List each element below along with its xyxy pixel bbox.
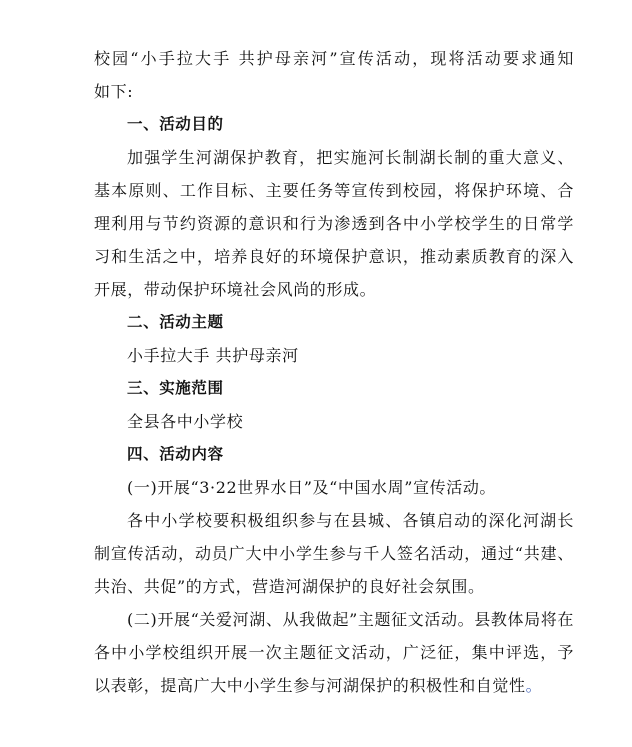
intro-line-1: 校园“小手拉大手 共护母亲河”宣传活动，现将活动要求通知 — [94, 49, 574, 68]
section-4-item-2-end-mark: 。 — [525, 676, 543, 695]
section-4-item-1-title: (一)开展“3·22世界水日”及“中国水周”宣传活动。 — [127, 478, 497, 497]
section-2-heading: 二、活动主题 — [127, 313, 224, 331]
section-4-item-2-text: (二)开展“关爱河湖、从我做起”主题征文活动。县教体局将在各中小学校组织开展一次主题征文活动，广泛征，集中评选，予以表彰，提高广大中小学生参与河湖保护的积极性和自觉性 — [94, 610, 574, 695]
section-3-heading: 三、实施范围 — [127, 379, 224, 397]
section-4-item-2-body — [94, 603, 574, 702]
intro-line-2: 如下: — [94, 82, 134, 101]
section-1-body: 加强学生河湖保护教育，把实施河长制湖长制的重大意义、基本原则、工作目标、主要任务等宣传到校园，将保护环境、合理利用与节约资源的意识和行为渗透到各中小学校学生的日常学习和生活之中，培养良好的环境保护意识，推动素质教育的深入开展，带动保护环境社会风尚的形成。 — [94, 148, 574, 299]
section-4-heading: 四、活动内容 — [127, 445, 224, 463]
section-1-heading: 一、活动目的 — [127, 115, 224, 133]
section-4-item-1-body: 各中小学校要积极组织参与在县城、各镇启动的深化河湖长制宣传活动，动员广大中小学生参与千人签名活动，通过“共建、共治、共促”的方式，营造河湖保护的良好社会氛围。 — [94, 511, 574, 596]
section-2-body: 小手拉大手 共护母亲河 — [127, 346, 299, 365]
section-3-body: 全县各中小学校 — [127, 412, 244, 431]
document-page — [94, 42, 574, 702]
